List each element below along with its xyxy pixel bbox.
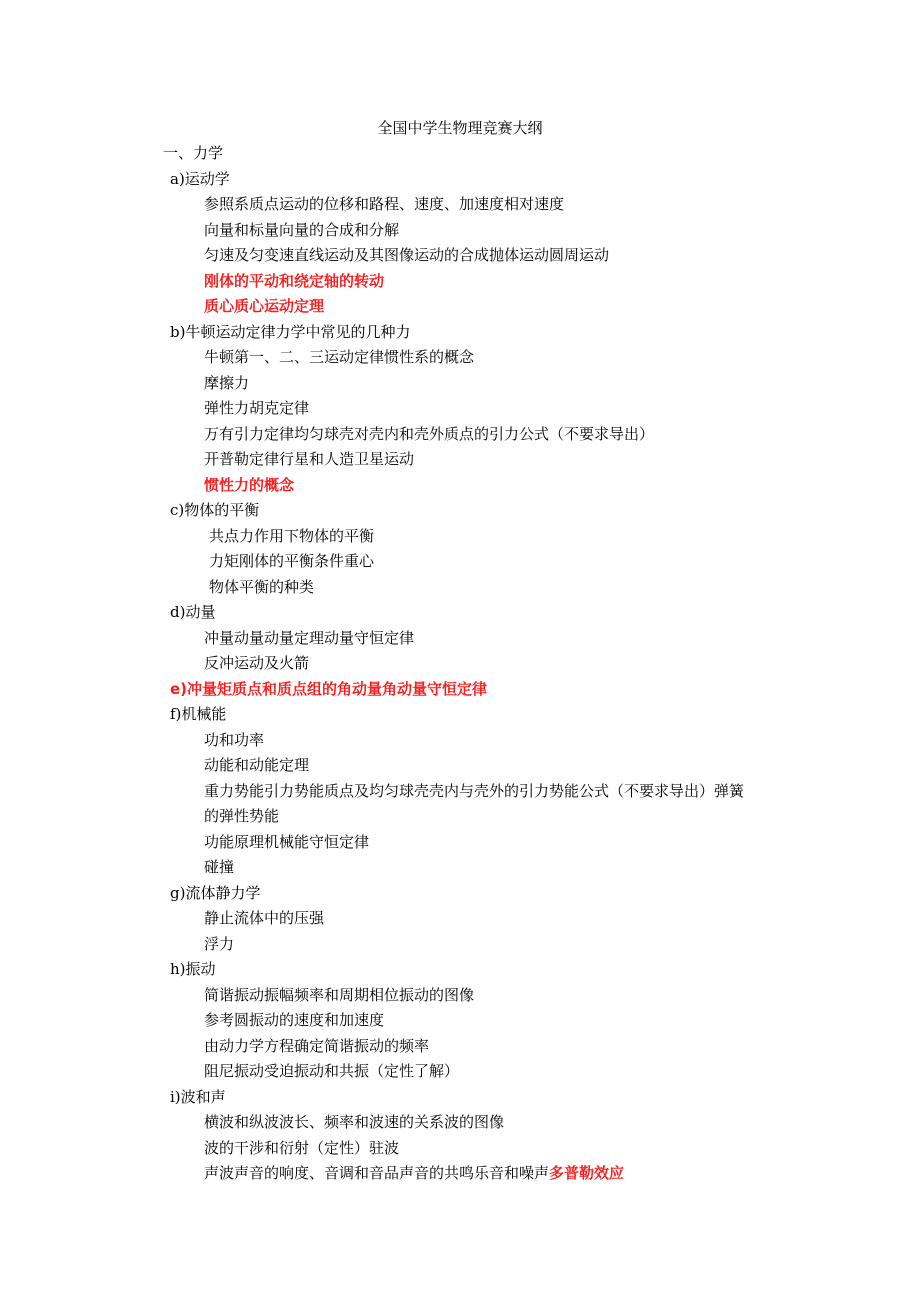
outline-item: 牛顿第一、二、三运动定律惯性系的概念 [204,348,475,366]
subsection-heading: f)机械能 [170,705,227,723]
subsection-heading: a)运动学 [170,169,230,188]
outline-item: 静止流体中的压强 [204,909,325,927]
outline-item: 重力势能引力势能质点及均匀球壳壳内与壳外的引力势能公式（不要求导出）弹簧 [204,781,745,800]
outline-item: 共点力作用下物体的平衡 [209,526,375,545]
outline-item: 浮力 [204,934,235,953]
outline-item: 向量和标量向量的合成和分解 [204,220,400,239]
outline-item: 开普勒定律行星和人造卫星运动 [204,450,415,468]
outline-item: 反冲运动及火箭 [204,654,310,672]
outline-item-highlighted: 质心质心运动定理 [204,297,325,315]
outline-item [0,1161,920,1187]
outline-item: 参考圆振动的速度和加速度 [204,1011,385,1029]
outline-item: 功能原理机械能守恒定律 [204,832,370,851]
subsection-heading: d)动量 [170,603,216,621]
outline-item: 简谐振动振幅频率和周期相位振动的图像 [204,985,475,1004]
outline-item: 波的干涉和衍射（定性）驻波 [204,1138,400,1157]
outline-item: 参照系质点运动的位移和路程、速度、加速度相对速度 [204,195,565,213]
subsection-heading: g)流体静力学 [170,883,261,902]
outline-item: 力矩刚体的平衡条件重心 [209,552,375,570]
subsection-heading: b)牛顿运动定律力学中常见的几种力 [170,322,411,341]
outline-item: 匀速及匀变速直线运动及其图像运动的合成抛体运动圆周运动 [204,246,610,264]
document-title: 全国中学生物理竞赛大纲 [377,119,543,137]
outline-item: 弹性力胡克定律 [204,399,310,417]
outline-item: 动能和动能定理 [204,756,310,774]
outline-item-continuation: 的弹性势能 [204,807,280,825]
outline-item: 由动力学方程确定简谐振动的频率 [204,1036,430,1055]
outline-item-text: 声波声音的响度、音调和音品声音的共鸣乐音和噪声 [204,1164,550,1182]
subsection-heading: i)波和声 [170,1087,226,1106]
outline-item: 横波和纵波波长、频率和波速的关系波的图像 [204,1113,505,1131]
outline-item: 冲量动量动量定理动量守恒定律 [204,628,415,647]
section-heading: 一、力学 [163,144,224,162]
outline-item: 万有引力定律均匀球壳对壳内和壳外质点的引力公式（不要求导出） [204,424,655,443]
subsection-heading-highlighted: e)冲量矩质点和质点组的角动量角动量守恒定律 [170,679,488,698]
outline-item: 功和功率 [204,730,265,749]
outline-item-highlighted: 刚体的平动和绕定轴的转动 [204,271,385,290]
outline-item: 物体平衡的种类 [209,577,315,596]
outline-item: 摩擦力 [204,373,250,392]
outline-item-highlighted: 惯性力的概念 [204,475,295,494]
outline [0,141,920,1187]
outline-item: 阻尼振动受迫振动和共振（定性了解） [204,1062,460,1080]
outline-item: 碰撞 [204,858,235,876]
outline-item-highlighted-suffix: 多普勒效应 [549,1164,625,1182]
subsection-heading: c)物体的平衡 [170,501,260,519]
subsection-heading: h)振动 [170,960,216,978]
